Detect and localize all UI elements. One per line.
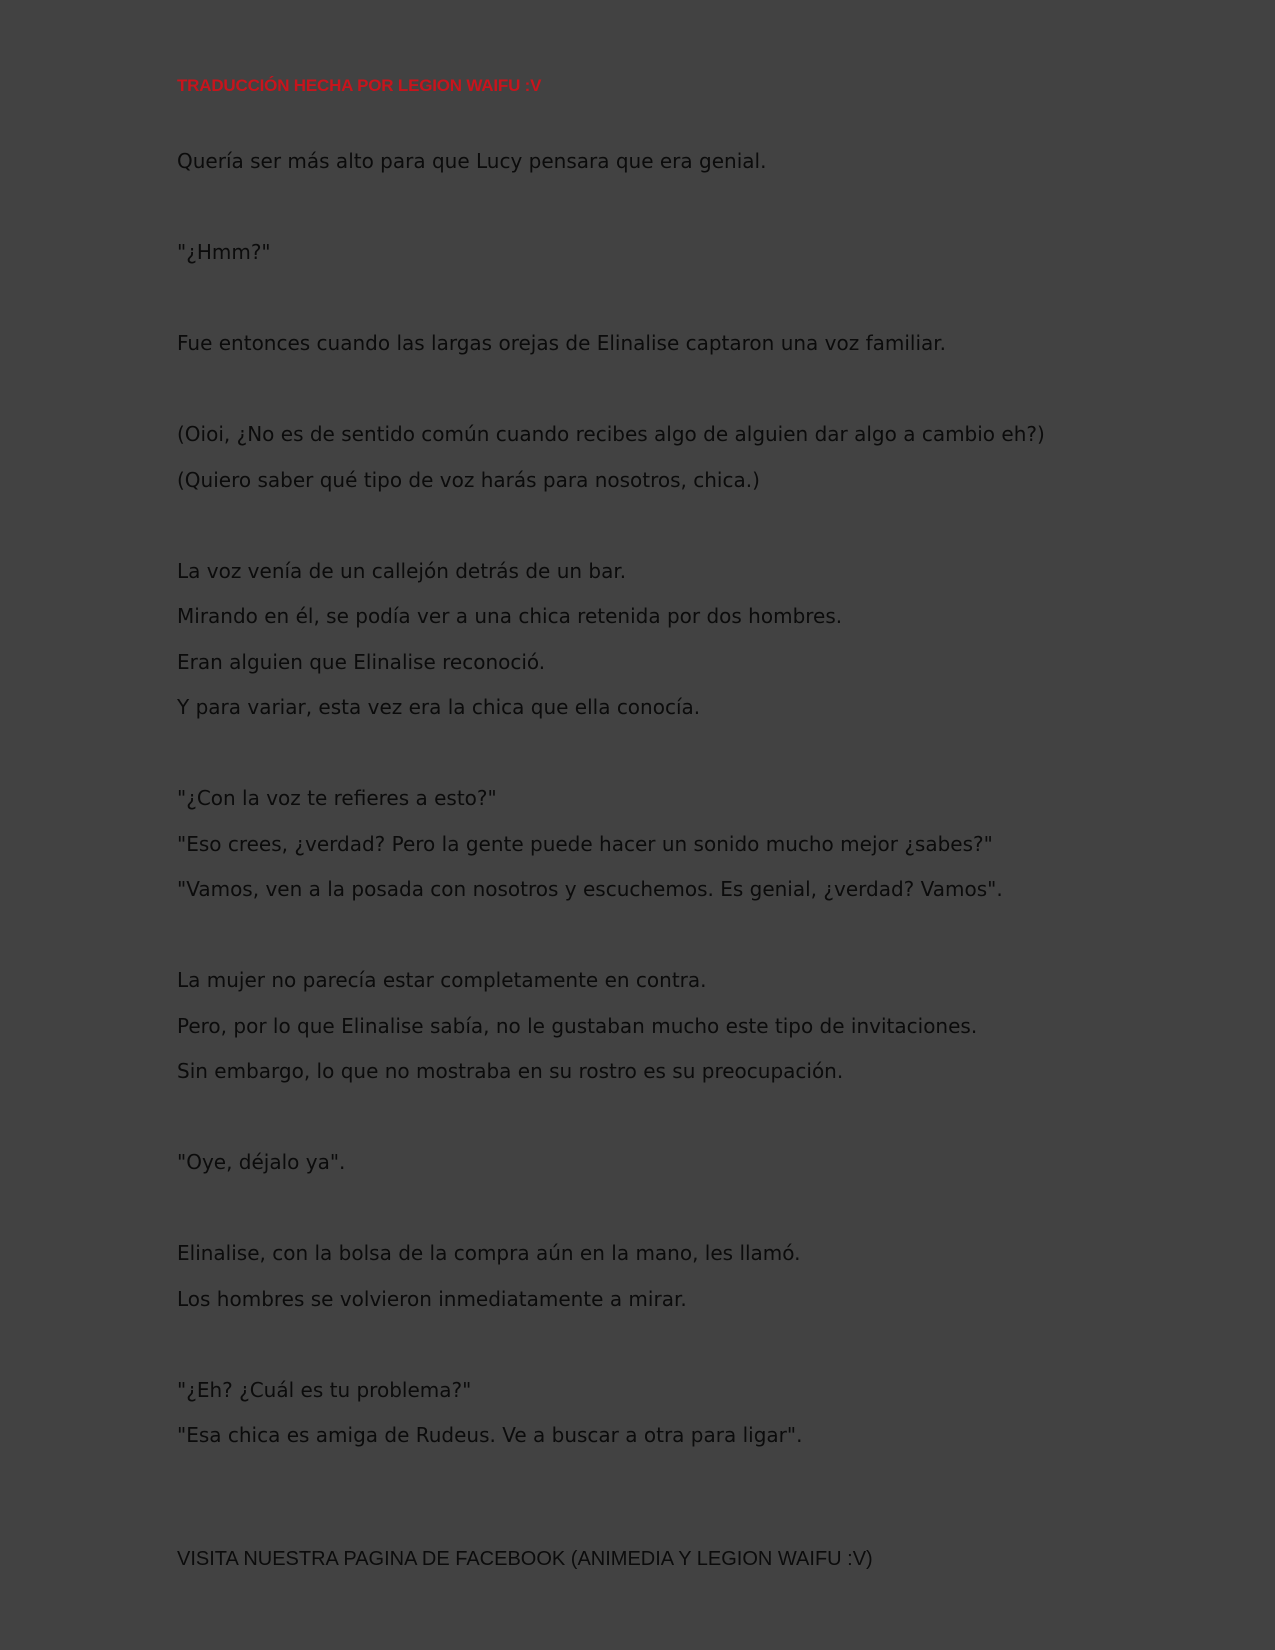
paragraph-line: Eran alguien que Elinalise reconoció. xyxy=(177,649,546,674)
paragraph-line: (Quiero saber qué tipo de voz harás para nosotros, chica.) xyxy=(177,467,760,492)
paragraph-line: "Esa chica es amiga de Rudeus. Ve a buscar a otra para ligar". xyxy=(177,1423,803,1447)
paragraph-line: La mujer no parecía estar completamente en contra. xyxy=(177,968,707,992)
blank-line xyxy=(177,282,1177,328)
paragraph-line: "¿Hmm?" xyxy=(177,240,271,264)
paragraph-line: "Vamos, ven a la posada con nosotros y escuchemos. Es genial, ¿verdad? Vamos". xyxy=(177,877,1003,901)
facebook-promo-footer: VISITA NUESTRA PAGINA DE FACEBOOK (ANIMEDIA Y LEGION WAIFU :V) xyxy=(177,1548,873,1570)
blank-line xyxy=(177,373,1177,419)
paragraph-line: Sin embargo, lo que no mostraba en su rostro es su preocupación. xyxy=(177,1059,844,1083)
paragraph-line: Fue entonces cuando las largas orejas de Elinalise captaron una voz familiar. xyxy=(177,331,947,355)
paragraph-line: Pero, por lo que Elinalise sabía, no le gustaban mucho este tipo de invitaciones. xyxy=(177,1013,978,1038)
paragraph-line: Quería ser más alto para que Lucy pensara que era genial. xyxy=(177,149,767,173)
blank-line xyxy=(177,1192,1177,1238)
blank-line xyxy=(177,509,1177,555)
paragraph-line: "Oye, déjalo ya". xyxy=(177,1150,346,1174)
document-body xyxy=(177,145,1177,1465)
blank-line xyxy=(177,737,1177,783)
paragraph-line: Mirando en él, se podía ver a una chica retenida por dos hombres. xyxy=(177,604,843,628)
paragraph-line: "Eso crees, ¿verdad? Pero la gente puede hacer un sonido mucho mejor ¿sabes?" xyxy=(177,831,993,856)
paragraph-line: Los hombres se volvieron inmediatamente a mirar. xyxy=(177,1286,687,1311)
paragraph-line: Elinalise, con la bolsa de la compra aún en la mano, les llamó. xyxy=(177,1241,801,1265)
paragraph-line: La voz venía de un callejón detrás de un bar. xyxy=(177,558,627,583)
paragraph-line: (Oioi, ¿No es de sentido común cuando recibes algo de alguien dar algo a cambio eh?) xyxy=(177,422,1045,446)
paragraph-line: Y para variar, esta vez era la chica que ella conocía. xyxy=(177,695,701,719)
translation-credit-header: TRADUCCIÓN HECHA POR LEGION WAIFU :V xyxy=(177,76,542,95)
blank-line xyxy=(177,1328,1177,1374)
blank-line xyxy=(177,191,1177,237)
paragraph-line: "¿Eh? ¿Cuál es tu problema?" xyxy=(177,1377,472,1402)
paragraph-line: "¿Con la voz te refieres a esto?" xyxy=(177,786,497,810)
blank-line xyxy=(177,919,1177,965)
blank-line xyxy=(177,1101,1177,1147)
